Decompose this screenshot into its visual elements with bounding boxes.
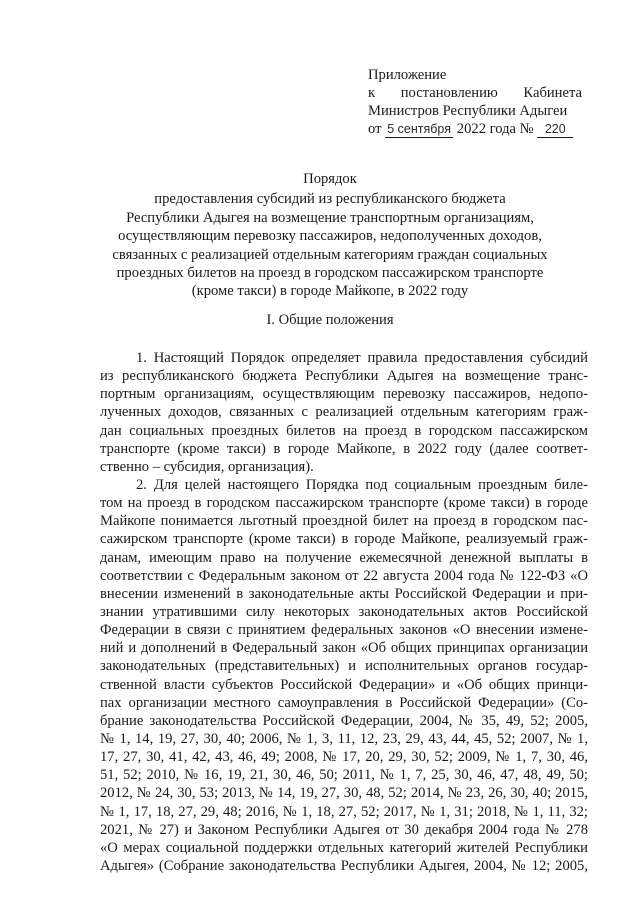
body-line: том на проезд в городском пассажирском транспорте (кроме такси) в городе xyxy=(100,495,588,512)
body-line: знании утратившими силу некоторых законодательных актов Российской xyxy=(100,603,588,620)
body-line: данам, имеющим право на получение ежемесячной денежной выплаты в xyxy=(100,549,588,566)
body-line: дан социальных проездных билетов на проезд в городском пассажирском xyxy=(100,422,588,439)
title-lines xyxy=(100,190,560,300)
body-text xyxy=(100,349,588,875)
appendix-title: Приложение xyxy=(368,67,447,83)
title-line: предоставления субсидий из республиканского бюджета xyxy=(154,191,506,208)
body-line: 1. Настоящий Порядок определяет правила предоставления субсидий xyxy=(136,350,588,366)
body-line: 17, 27, 30, 41, 42, 43, 46, 49; 2008, № 17, 20, 29, 30, 52; 2009, № 1, 7, 30, 46, xyxy=(100,749,588,766)
body-line: брание законодательства Российской Федерации, 2004, № 35, 49, 52; 2005, xyxy=(100,712,588,729)
body-line: № 1, 14, 19, 27, 30, 40; 2006, № 1, 3, 11, 12, 23, 29, 43, 44, 45, 52; 2007, № 1, xyxy=(100,730,588,747)
body-line: № 1, 17, 18, 27, 29, 48; 2016, № 1, 18, 27, 52; 2017, № 1, 31; 2018, № 1, 11, 32; xyxy=(100,803,588,820)
appendix-word-cabinet: Кабинета xyxy=(523,85,582,101)
body-line: сажирском транспорте (кроме такси) в городе Майкопе, реализуемый граж- xyxy=(100,531,588,548)
body-line: Адыгея» (Собрание законодательства Республики Адыгея, 2004, № 12; 2005, xyxy=(100,857,588,874)
document-title xyxy=(100,170,560,301)
body-line: 2. Для целей настоящего Порядка под социальным проездным биле- xyxy=(136,476,588,493)
appendix-ministers: Министров Республики Адыгеи xyxy=(368,103,568,119)
body-line: 51, 52; 2010, № 16, 19, 21, 30, 46, 50; 2011, № 1, 7, 25, 30, 46, 47, 48, 49, 50; xyxy=(100,767,588,784)
body-line: 2012, № 24, 30, 53; 2013, № 14, 19, 27, 30, 48, 52; 2014, № 23, 26, 30, 40; 2015, xyxy=(100,785,588,802)
appendix-from: от xyxy=(368,121,382,137)
body-line: внесении изменений в законодательные акты Российской Федерации и при- xyxy=(100,585,588,602)
body-line: «О мерах социальной поддержки отдельных категорий жителей Республики xyxy=(100,839,588,856)
body-line: ственной власти субъектов Российской Федерации» и «Об общих принци- xyxy=(100,676,588,693)
body-line: ний и дополнений в Федеральный закон «Об общих принципах организации xyxy=(100,640,588,657)
body-line: портным организациям, осуществляющим перевозку пассажиров, недопо- xyxy=(100,386,588,403)
appendix-word-k: к xyxy=(368,85,376,101)
body-line: пах организации местного самоуправления в Российской Федерации» (Со- xyxy=(100,694,588,711)
title-line: (кроме такси) в городе Майкопе, в 2022 году xyxy=(191,283,469,300)
title-line: проездных билетов на проезд в городском пассажирском транспорте xyxy=(116,265,544,282)
title-main: Порядок xyxy=(303,171,357,187)
body-line: ственно – субсидия, организация). xyxy=(100,458,314,475)
body-line: законодательных (представительных) и исполнительных органов государ- xyxy=(100,658,588,675)
body-line: соответствии с Федеральным законом от 22 августа 2004 года № 122-ФЗ «О xyxy=(100,567,588,584)
title-line: Республики Адыгея на возмещение транспортным организациям, xyxy=(126,209,534,226)
appendix-date-field: 5 сентября xyxy=(385,122,453,138)
body-line: Майкопе понимается льготный проездной билет на проезд в городском пас- xyxy=(100,513,588,530)
appendix-line-resolution xyxy=(368,84,582,102)
title-line: осуществляющим перевозку пассажиров, недополученных доходов, xyxy=(118,228,542,245)
appendix-date-line xyxy=(368,120,582,138)
body-line: из республиканского бюджета Республики Адыгея на возмещение транс- xyxy=(100,368,588,385)
appendix-year-number-label: 2022 года № xyxy=(456,121,534,137)
body-line: лученных доходов, связанных с реализацией отдельным категориям граж- xyxy=(100,404,588,421)
body-line: транспорте (кроме такси) в городе Майкопе, в 2022 году (далее соответ- xyxy=(100,440,588,457)
section-heading: I. Общие положения xyxy=(266,312,394,328)
appendix-word-resolution: постановлению xyxy=(400,85,498,101)
appendix-block xyxy=(368,66,582,138)
appendix-number-field: 220 xyxy=(537,122,573,138)
body-line: 2021, № 27) и Законом Республики Адыгея от 30 декабря 2004 года № 278 xyxy=(100,821,588,838)
body-line: Федерации в связи с принятием федеральных законов «О внесении измене- xyxy=(100,622,588,639)
title-line: связанных с реализацией отдельным категориям граждан социальных xyxy=(112,246,548,263)
